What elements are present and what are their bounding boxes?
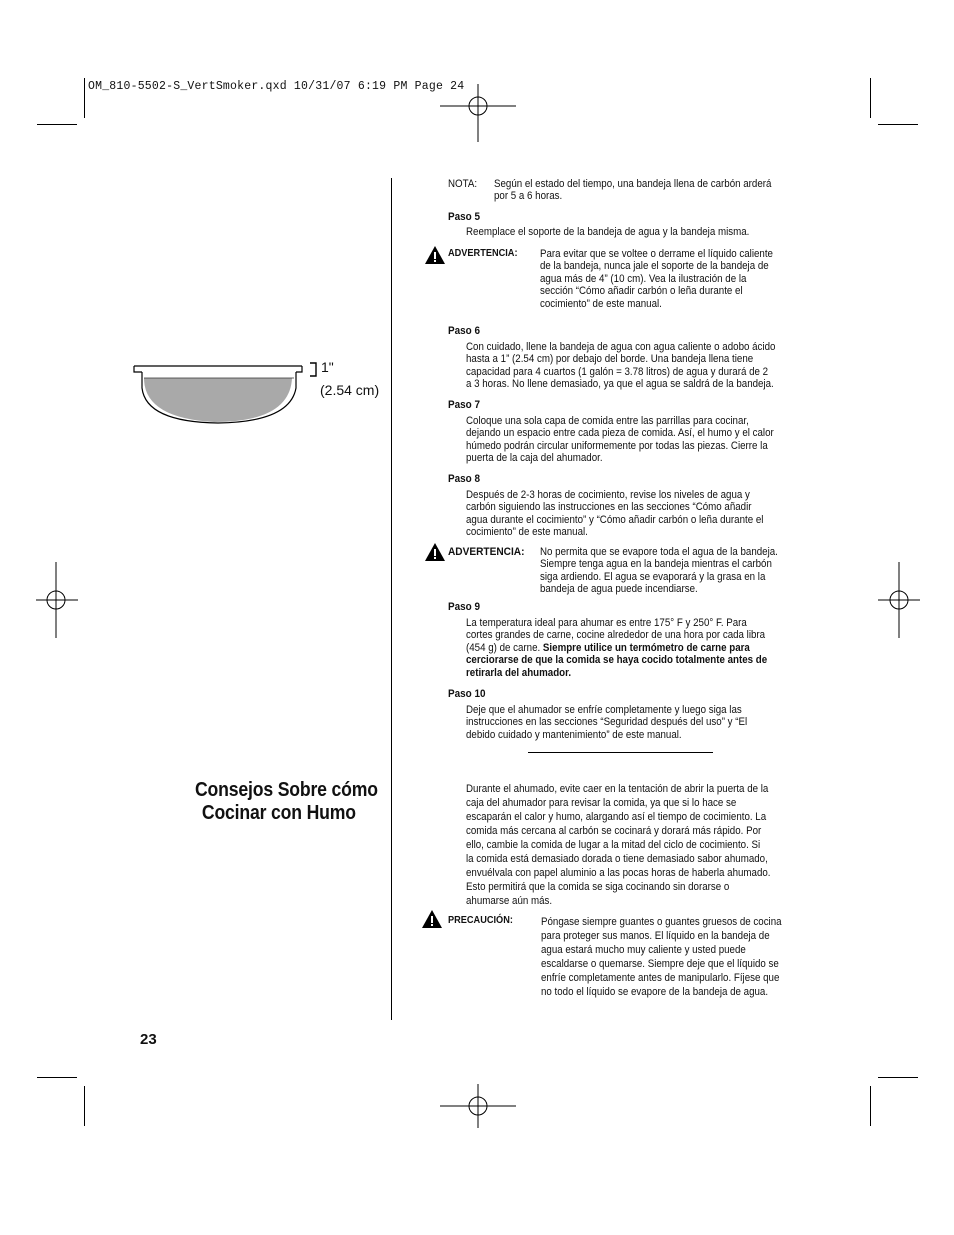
registration-mark-right [878,562,920,638]
step-5-text [466,226,749,238]
crop-mark [84,1086,85,1126]
crop-mark [84,78,85,118]
dimension-bracket [308,362,320,378]
note-line: Según el estado del tiempo, una bandeja llena de carbón arderá [494,178,772,190]
section-rule [528,752,713,753]
warning-line: sección “Cómo añadir carbón o leña durante el [540,285,743,298]
tips-line: Durante el ahumado, evite caer en la tentación de abrir la puerta de la [466,783,769,795]
tips-line: Esto permitirá que la comida se siga cocinando sin dorarse o [466,881,730,893]
step-line-bold: cerciorarse de que la comida se haya cocido totalmente antes de [466,654,768,667]
warning-line: Siempre tenga agua en la bandeja mientras el carbón [540,558,772,571]
crop-mark [37,124,77,125]
step-line: hasta a 1” (2.54 cm) por debajo del borde. Una bandeja llena tiene [466,353,754,366]
step-7-label: Paso 7 [448,399,481,411]
warning-label: ADVERTENCIA: [448,248,518,259]
step-6-text [466,341,775,391]
warning-line: de la bandeja, nunca jale el soporte de la bandeja de [540,260,769,273]
warning-line: bandeja de agua puede incendiarse. [540,583,698,596]
warning-icon [424,542,446,562]
tips-line: la comida está demasiado dorada o tiene demasiado sabor ahumado, [466,853,768,865]
step-line: puerta de la caja del ahumador. [466,452,603,465]
registration-mark-bottom [440,1084,516,1144]
caution-label: PRECAUCIÓN: [448,915,513,926]
tips-line: caja del ahumador para revisar la comida, ya que si lo hace se [466,797,737,809]
step-line: húmedo podrán circular uniformemente por todas las piezas. Cierre la [466,439,768,452]
step-line [466,642,767,654]
step-line: capacidad para 4 cuartos (1 galón = 3.78 litros) de agua y durará de 2 [466,365,769,378]
crop-mark [870,78,871,118]
step-7-text [466,415,774,465]
page-number: 23 [140,1031,157,1048]
note-line: por 5 a 6 horas. [494,190,563,203]
step-10-label: Paso 10 [448,688,486,700]
tips-line: ahumarse aún más. [466,895,553,907]
note-label: NOTA: [448,178,478,190]
warning-icon [424,245,446,265]
tips-text [466,782,771,908]
warning-text [540,248,773,310]
file-slug: OM_810-5502-S_VertSmoker.qxd 10/31/07 6:19 PM Page 24 [88,80,465,93]
tips-line: envuélvala con papel aluminio a las pocas horas de haberla ahumado. [466,867,771,879]
step-text-bold: Siempre utilice un termómetro de carne para [542,641,750,654]
dimension-cm: (2.54 cm) [320,382,380,398]
section-title [195,778,378,824]
section-title-line: Consejos Sobre cómo [195,778,378,801]
caution-line: escaldarse o quemarse. Siempre deje que el líquido se [541,958,779,970]
warning-line: cocimiento” de este manual. [540,297,662,310]
step-line: Coloque una sola capa de comida entre las parrillas para cocinar, [466,415,749,427]
step-line: instrucciones en las secciones “Seguridad después del uso” y “El [466,716,748,729]
step-line: Deje que el ahumador se enfríe completamente y luego siga las [466,704,742,716]
water-pan-illustration [130,360,310,430]
step-6-label: Paso 6 [448,325,481,337]
caution-line: Póngase siempre guantes o guantes gruesos de cocina [541,916,782,928]
step-line: carbón siguiendo las instrucciones en las secciones “Cómo añadir [466,501,752,514]
step-line: Después de 2-3 horas de cocimiento, revise los niveles de agua y [466,489,750,501]
warning-label: ADVERTENCIA: [448,546,525,558]
tips-line: comida más cercana al carbón se cocinará y dorará más rápido. Por [466,825,762,837]
step-8-label: Paso 8 [448,473,481,485]
step-line: cocimiento” de este manual. [466,526,588,539]
section-title-line: Cocinar con Humo [201,801,356,824]
step-line: dejando un espacio entre cada pieza de comida. Así, el humo y el calor [466,427,774,440]
step-line: Reemplace el soporte de la bandeja de agua y la bandeja misma. [466,226,750,238]
tips-line: escaparán el calor y humo, alargando así el tiempo de cocimiento. La [466,811,767,823]
step-line-bold: retirarla del ahumador. [466,666,572,679]
dimension-inches: 1" [321,359,334,375]
step-10-text [466,704,747,741]
crop-mark [37,1077,77,1078]
step-line: Con cuidado, llene la bandeja de agua con agua caliente o adobo ácido [466,341,776,353]
step-text-plain: (454 g) de carne. [466,641,543,654]
caution-text [541,915,782,999]
column-divider [391,178,392,1020]
warning-icon [421,909,443,929]
registration-mark-top [440,70,516,142]
caution-line: agua estará mucho muy caliente y usted puede [541,944,746,956]
step-5-label: Paso 5 [448,211,481,223]
caution-line: para proteger sus manos. El líquido en la bandeja de [541,930,770,942]
step-8-text [466,489,763,539]
tips-line: ello, cambie la comida de lugar a la mitad del ciclo de cocimiento. Si [466,839,761,851]
step-line: a 3 horas. No llene demasiado, ya que el agua se saldrá de la bandeja. [466,378,774,391]
crop-mark [878,124,918,125]
note-text [494,178,771,203]
step-line: debido cuidado y mantenimiento” de este manual. [466,728,682,741]
caution-line: enfríe completamente antes de manipularlo. Fíjese que [541,972,780,984]
step-line: La temperatura ideal para ahumar es entre 175° F y 250° F. Para [466,617,747,629]
step-9-label: Paso 9 [448,601,481,613]
warning-text [540,546,778,596]
caution-line: no todo el líquido se evapore de la bandeja de agua. [541,986,769,998]
registration-mark-left [36,562,78,638]
crop-mark [878,1077,918,1078]
warning-line: Para evitar que se voltee o derrame el líquido caliente [540,248,773,260]
step-line: agua durante el cocimiento” y “Cómo añadir carbón o leña durante el [466,513,764,526]
step-9-text [466,617,767,679]
step-line: cortes grandes de carne, cocine alrededor de una hora por cada libra [466,629,766,642]
warning-line: agua más de 4” (10 cm). Vea la ilustración de la [540,272,747,285]
warning-line: No permita que se evapore toda el agua de la bandeja. [540,546,778,558]
warning-line: siga ardiendo. El agua se evaporará y la grasa en la [540,570,766,583]
crop-mark [870,1086,871,1126]
